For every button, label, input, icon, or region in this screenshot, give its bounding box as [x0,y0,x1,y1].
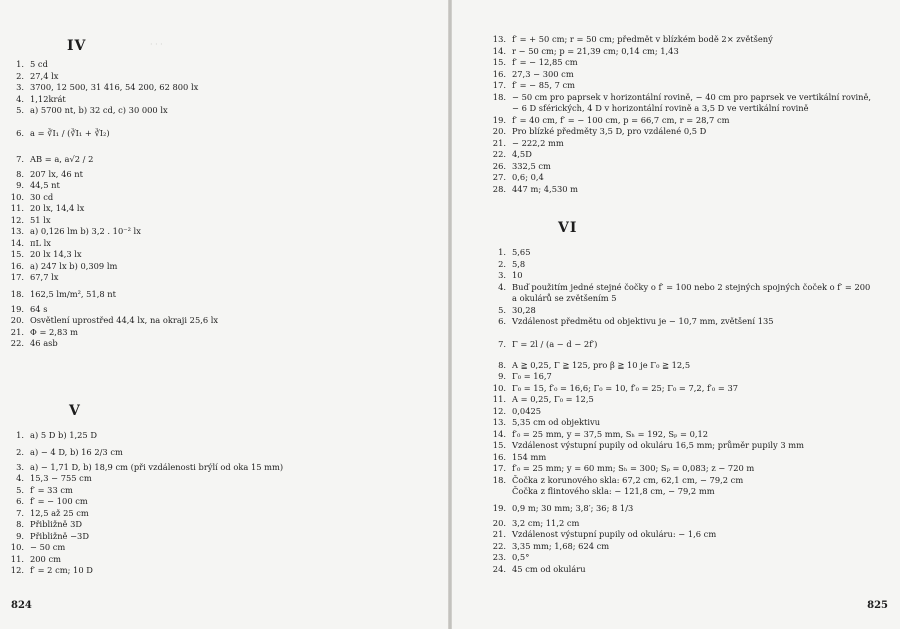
answer-text: 207 lx, 46 nt [30,168,83,179]
answer-text: 12,5 až 25 cm [30,507,89,518]
answer-text: 46 asb [30,338,58,348]
answer-item [482,115,872,127]
answer-number: 23. [492,552,506,562]
answer-item [0,215,218,227]
answer-item [0,304,218,316]
answer-item [0,94,218,106]
answer-text: a = ∛I₁ / (∛I₁ + ∛I₂) [30,127,110,138]
answer-text: a) − 1,71 D, b) 18,9 cm (při vzdálenosti brýlí od oka 15 mm) [30,461,284,472]
answer-number: 19. [10,303,24,314]
answer-item [0,249,218,261]
answer-text: f′₀ = 25 mm; y = 60 mm; Sₕ = 300; Sₚ = 0,083; z − 720 m [512,463,755,473]
answer-text: 44,5 nt [30,180,60,190]
answer-number: 26. [492,160,506,171]
answer-number: 22. [10,338,24,348]
answer-text: Vzdálenost výstupní pupily od okuláru: − 1,6 cm [512,529,717,539]
answer-number: 16. [10,260,24,271]
answer-number: 7. [498,338,506,349]
answer-number: 3. [498,270,506,280]
answer-number: 21. [492,137,506,148]
answer-text: 162,5 lm/m², 51,8 nt [30,288,116,299]
answer-item [482,452,872,464]
answer-text: f′ = − 85, 7 cm [512,80,576,90]
answer-number: 6. [16,127,24,138]
answer-number: 17. [492,463,506,473]
show-through-text: · · · [150,40,163,49]
answer-item [0,565,283,577]
answer-text: Γ₀ = 16,7 [512,371,552,381]
answer-number: 9. [16,180,24,190]
answer-list-v [0,430,283,577]
answer-item [482,57,872,69]
answer-text: 447 m; 4,530 m [512,183,579,194]
answer-number: 4. [16,473,24,483]
answer-item [482,270,872,282]
answer-number: 10. [10,191,24,202]
answer-text: 27,4 lx [30,70,59,81]
answer-item [482,394,872,406]
answer-text: 5,65 [512,247,531,257]
answer-text: Γ₀ = 15, f′₀ = 16,6; Γ₀ = 10, f′₀ = 25; Γ₀ = 7,2, f′₀ = 37 [512,382,739,393]
answer-item [482,486,872,498]
answer-list-iv [0,59,218,350]
answer-item [482,360,872,372]
answer-item [482,316,872,328]
answer-number: 5. [16,484,24,495]
answer-number: 18. [492,474,506,485]
answer-item [0,82,218,94]
answer-number: 4. [16,93,24,104]
answer-text: Čočka z korunového skla: 67,2 cm, 62,1 cm, − 79,2 cm [512,474,744,485]
answer-number: 2. [16,446,24,457]
page-number-left: 824 [11,600,32,611]
answer-item [482,417,872,429]
answer-number: 11. [10,203,24,213]
answer-number: 5. [498,304,506,315]
answer-item [0,272,218,284]
answer-item [482,46,872,58]
answer-item [482,529,872,541]
answer-text: 45 cm od okuláru [512,563,586,574]
answer-number: 17. [492,80,506,90]
answer-text: 0,6; 0,4 [512,172,544,182]
answer-item [482,138,872,150]
answer-number: 14. [10,237,24,248]
answer-item [0,180,218,192]
answer-text: 200 cm [30,553,61,564]
answer-item [482,440,872,452]
answer-text: f′ = 2 cm; 10 D [30,565,93,575]
answer-number: 21. [10,326,24,337]
answer-item [0,284,218,304]
answer-text: f′ = − 100 cm [30,496,88,506]
answer-text: 20 lx 14,3 lx [30,249,82,259]
answer-number: 4. [498,281,506,292]
answer-number: 15. [10,249,24,259]
answer-text: 0,9 m; 30 mm; 3,8′; 36; 8 1/3 [512,502,634,513]
answer-number: 12. [10,214,24,225]
answer-number: 17. [10,272,24,282]
answer-item [482,406,872,418]
answer-text: a) 5700 nt, b) 32 cd, c) 30 000 lx [30,105,168,115]
answer-text: 3,35 mm; 1,68; 624 cm [512,540,610,551]
answer-item [0,519,283,531]
answer-item [482,69,872,81]
answer-number: 28. [492,183,506,194]
answer-text: r − 50 cm; p = 21,39 cm; 0,14 cm; 1,43 [512,45,679,56]
answer-text: 64 s [30,303,48,314]
answer-item [482,475,872,487]
answer-item [482,564,872,576]
answer-text: 67,7 lx [30,272,59,282]
answer-number: 15. [492,57,506,67]
answer-item [482,463,872,475]
answer-text: 30 cd [30,191,54,202]
answer-text: f′₀ = 25 mm, y = 37,5 mm, Sₕ = 192, Sₚ = 0,12 [512,428,709,439]
answer-item [482,552,872,564]
answer-item [0,442,283,462]
answer-text: f′ = 40 cm, f′ = − 100 cm, p = 66,7 cm, r = 28,7 cm [512,114,730,125]
answer-item [482,383,872,395]
answer-item [482,92,872,115]
answer-text: 5,35 cm od objektivu [512,417,601,427]
answer-text: 1,12krát [30,93,66,104]
page-number-right: 825 [867,600,888,611]
answer-number: 3. [16,461,24,472]
answer-number: 24. [492,563,506,574]
answer-item [0,261,218,273]
answer-item [0,105,218,117]
answer-text: a) 247 lx b) 0,309 lm [30,260,118,271]
answer-text: Čočka z flintového skla: − 121,8 cm, − 79,2 mm [512,486,715,496]
left-page [0,0,448,629]
answer-number: 10. [10,542,24,552]
answer-item [482,80,872,92]
answer-number: 7. [16,507,24,518]
answer-number: 12. [10,565,24,575]
answer-number: 21. [492,529,506,539]
answer-number: 14. [492,45,506,56]
answer-text: Pro blízké předměty 3,5 D, pro vzdálené 0,5 D [512,126,707,136]
answer-text: 5 cd [30,59,48,69]
section-heading-v: V [69,403,81,419]
answer-item [0,59,218,71]
answer-number: 11. [492,394,506,404]
answer-item [0,169,218,181]
answer-item [482,172,872,184]
answer-item [0,462,283,474]
answer-number: 19. [492,114,506,125]
answer-number: 16. [492,68,506,79]
right-page [452,0,900,629]
answer-item [0,338,218,350]
answer-text: 4,5D [512,149,532,159]
answer-number: 6. [16,496,24,506]
section-heading-iv: IV [67,38,87,54]
answer-number: 20. [492,517,506,528]
answer-item [0,531,283,543]
answer-item [482,305,872,317]
answer-number: 9. [16,530,24,541]
answer-item [482,126,872,138]
answer-number: 14. [492,428,506,439]
answer-number: 1. [16,59,24,69]
answer-text: 0,5° [512,552,530,562]
answer-number: 19. [492,502,506,513]
answer-number: 9. [498,371,506,381]
answer-text: 15,3 − 755 cm [30,473,92,483]
answer-item [482,259,872,271]
answer-item [0,430,283,442]
answer-text: πL lx [30,237,51,248]
answer-text: 3700, 12 500, 31 416, 54 200, 62 800 lx [30,82,199,92]
answer-text: 3,2 cm; 11,2 cm [512,517,580,528]
answer-item [0,192,218,204]
answer-item [0,117,218,149]
answer-number: 6. [498,316,506,326]
answer-text: AB = a, a√2 / 2 [30,153,94,164]
answer-text: 10 [512,270,523,280]
answer-text: A = 0,25, Γ₀ = 12,5 [512,394,594,404]
answer-text: − 50 cm [30,542,66,552]
answer-text: Přibližně 3D [30,519,83,529]
answer-text: 27,3 − 300 cm [512,68,574,79]
answer-number: 15. [492,440,506,450]
answer-item [482,161,872,173]
answer-item [0,203,218,215]
answer-text: Γ = 2l / (a − d − 2f′) [512,338,598,349]
answer-item [482,498,872,518]
answer-text: 332,5 cm [512,160,551,171]
answer-text: − 222,2 mm [512,137,564,148]
answer-item [482,518,872,530]
answer-item [0,485,283,497]
answer-text: Vzdálenost výstupní pupily od okuláru 16,5 mm; průměr pupily 3 mm [512,440,804,450]
answer-item [0,496,283,508]
answer-text: Osvětlení uprostřed 44,4 lx, na okraji 25,6 lx [30,315,219,325]
answer-number: 11. [10,553,24,564]
answer-text: a) 5 D b) 1,25 D [30,430,97,440]
answer-number: 13. [492,417,506,427]
answer-item [0,327,218,339]
answer-number: 22. [492,149,506,159]
answer-text: 20 lx, 14,4 lx [30,203,85,213]
answer-text: A ≧ 0,25, Γ ≧ 125, pro β ≧ 10 je Γ₀ ≧ 12,5 [512,359,691,370]
answer-number: 2. [498,258,506,269]
answer-text: Vzdálenost předmětu od objektivu je − 10,7 mm, zvětšení 135 [512,316,774,326]
answer-text: f′ = 33 cm [30,484,73,495]
answer-text: Přibližně −3D [30,530,89,541]
answer-number: 12. [492,405,506,416]
answer-number: 7. [16,153,24,164]
answer-number: 8. [498,359,506,370]
answer-text: f′ = + 50 cm; r = 50 cm; předmět v blízkém bodě 2× zvětšený [512,34,773,44]
answer-number: 27. [492,172,506,182]
answer-item [0,226,218,238]
answer-text: a) − 4 D, b) 16 2/3 cm [30,446,123,457]
answer-number: 22. [492,540,506,551]
answer-text: 154 mm [512,451,547,462]
answer-text: 0,0425 [512,405,542,416]
answer-item [0,473,283,485]
answer-item [0,149,218,169]
answer-item [0,554,283,566]
answer-item [0,315,218,327]
section-heading-vi: VI [558,220,578,236]
answer-number: 13. [10,226,24,236]
answer-item [482,149,872,161]
answer-item [0,508,283,520]
answer-number: 8. [16,168,24,179]
answer-text: 5,8 [512,258,526,269]
answer-number: 3. [16,82,24,92]
answer-number: 13. [492,34,506,44]
answer-item [482,429,872,441]
answer-item [482,184,872,196]
answer-number: 1. [498,247,506,257]
answer-number: 20. [492,126,506,136]
answer-text: Buď použitím jedné stejné čočky o f′ = 100 nebo 2 stejných spojných čoček o f′ = 200 a okulárů se zvětšením 5 [512,281,871,303]
answer-item [0,238,218,250]
answer-number: 18. [10,288,24,299]
answer-list-vi [482,247,872,575]
answer-item [482,371,872,383]
answer-item [482,328,872,360]
answer-text: − 50 cm pro paprsek v horizontální rovině, − 40 cm pro paprsek ve vertikální rovině, − 6 D sférických, 4 D v horizontální rovině a 3,5 D ve vertikální rovině [512,91,872,113]
answer-item [482,247,872,259]
answer-list-v-continued [482,34,872,195]
answer-number: 8. [16,519,24,529]
answer-number: 10. [492,382,506,393]
answer-text: 30,28 [512,304,536,315]
answer-item [482,34,872,46]
answer-number: 1. [16,430,24,440]
answer-number: 5. [16,105,24,115]
answer-text: f′ = − 12,85 cm [512,57,578,67]
answer-number: 2. [16,70,24,81]
answer-text: 51 lx [30,214,51,225]
answer-number: 16. [492,451,506,462]
answer-item [0,542,283,554]
answer-item [0,71,218,83]
answer-text: a) 0,126 lm b) 3,2 . 10⁻² lx [30,226,141,236]
answer-text: Φ = 2,83 m [30,326,79,337]
answer-number: 18. [492,91,506,102]
answer-item [482,282,872,305]
answer-number: 20. [10,315,24,325]
answer-item [482,541,872,553]
